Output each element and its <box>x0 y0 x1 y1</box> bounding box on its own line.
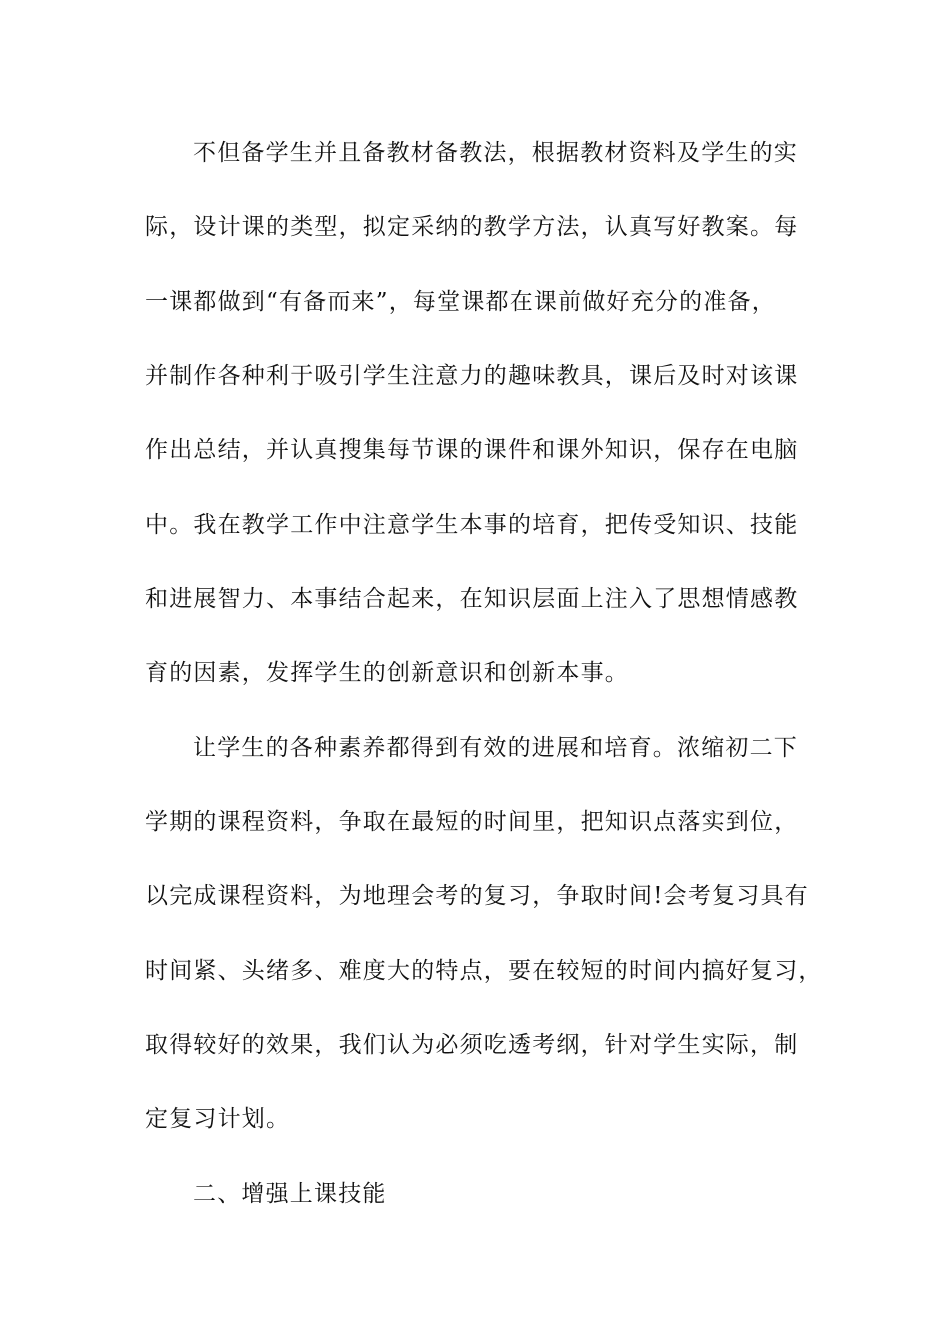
paragraph-1-line-2: 际，设计课的类型，拟定采纳的教学方法，认真写好教案。每 <box>145 214 799 240</box>
paragraph-2-line-6: 定复习计划。 <box>145 1106 291 1132</box>
paragraph-1-line-4: 并制作各种利于吸引学生注意力的趣味教具，课后及时对该课 <box>145 363 799 389</box>
paragraph-1-line-8: 育的因素，发挥学生的创新意识和创新本事。 <box>145 660 629 686</box>
paragraph-2-line-3: 以完成课程资料，为地理会考的复习，争取时间!会考复习具有 <box>145 883 809 909</box>
paragraph-2-line-5: 取得较好的效果，我们认为必须吃透考纲，针对学生实际，制 <box>145 1032 799 1058</box>
paragraph-2-line-1: 让学生的各种素养都得到有效的进展和培育。浓缩初二下 <box>193 735 798 761</box>
paragraph-1-line-3: 一课都做到“有备而来”，每堂课都在课前做好充分的准备， <box>145 289 776 315</box>
paragraph-2-line-4: 时间紧、头绪多、难度大的特点，要在较短的时间内搞好复习， <box>145 958 823 984</box>
paragraph-1-line-6: 中。我在教学工作中注意学生本事的培育，把传受知识、技能 <box>145 512 799 538</box>
paragraph-1-line-1: 不但备学生并且备教材备教法，根据教材资料及学生的实 <box>193 140 798 166</box>
paragraph-1-line-5: 作出总结，并认真搜集每节课的课件和课外知识，保存在电脑 <box>145 437 799 463</box>
section-heading: 二、增强上课技能 <box>193 1181 387 1207</box>
paragraph-1-line-7: 和进展智力、本事结合起来，在知识层面上注入了思想情感教 <box>145 586 799 612</box>
paragraph-2-line-2: 学期的课程资料，争取在最短的时间里，把知识点落实到位， <box>145 809 799 835</box>
